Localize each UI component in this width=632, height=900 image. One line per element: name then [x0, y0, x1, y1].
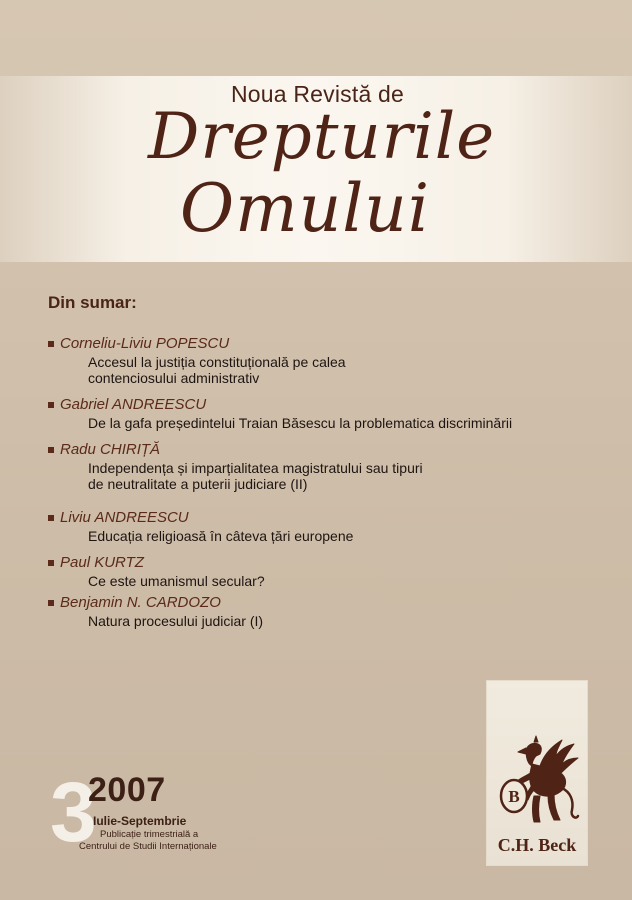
toc-entry — [48, 553, 588, 593]
toc-entry-title — [48, 613, 588, 629]
author-name: Paul KURTZ — [60, 554, 144, 571]
toc-entry — [48, 440, 588, 508]
toc-entry-title — [48, 460, 588, 492]
bullet-icon — [48, 402, 54, 408]
summary-heading: Din sumar: — [48, 293, 137, 312]
toc-entry-author — [48, 334, 588, 354]
title-line: de neutralitate a puterii judiciare (II) — [88, 476, 308, 492]
issue-year: 2007 — [88, 771, 166, 809]
toc-entry-author — [48, 593, 588, 613]
toc-entry-title — [48, 415, 588, 431]
toc-entry-title — [48, 528, 588, 544]
publication-line-2: Centrului de Studii Internaționale — [79, 841, 217, 852]
toc-entry — [48, 508, 588, 553]
journal-title-line-1: Drepturile — [148, 100, 496, 174]
griffin-icon — [496, 732, 580, 836]
toc-entry-author — [48, 395, 588, 415]
issue-period: Iulie-Septembrie — [93, 814, 187, 828]
title-line: De la gafa președintelui Traian Băsescu la problematica discriminării — [88, 415, 513, 431]
toc-entry — [48, 395, 588, 440]
toc-entry-title — [48, 573, 588, 589]
author-name: Radu CHIRIȚĂ — [60, 441, 161, 458]
title-line: Accesul la justiția constituțională pe calea — [88, 354, 346, 370]
toc-entry — [48, 334, 588, 395]
bullet-icon — [48, 600, 54, 606]
title-line: Independența și imparțialitatea magistratului sau tipuri — [88, 460, 423, 476]
toc-entry-author — [48, 508, 588, 528]
issue-number: 3 — [50, 765, 97, 859]
logo-letter: B — [508, 787, 520, 806]
bullet-icon — [48, 515, 54, 521]
title-line: contenciosului administrativ — [88, 370, 260, 386]
publication-line-1: Publicație trimestrială a — [100, 829, 199, 840]
title-line: Educația religioasă în câteva țări europene — [88, 528, 354, 544]
publisher-name: C.H. Beck — [497, 835, 577, 855]
bullet-icon — [48, 341, 54, 347]
title-line: Ce este umanismul secular? — [88, 573, 265, 589]
toc-entry — [48, 593, 588, 633]
journal-title-line-2: Omului — [180, 170, 430, 247]
author-name: Benjamin N. CARDOZO — [60, 594, 221, 611]
table-of-contents — [48, 334, 588, 633]
author-name: Liviu ANDREESCU — [60, 509, 189, 526]
toc-entry-author — [48, 553, 588, 573]
bullet-icon — [48, 560, 54, 566]
title-line: Natura procesului judiciar (I) — [88, 613, 264, 629]
bullet-icon — [48, 447, 54, 453]
journal-subtitle: Noua Revistă de — [231, 81, 405, 107]
author-name: Corneliu-Liviu POPESCU — [60, 335, 230, 352]
toc-entry-author — [48, 440, 588, 460]
author-name: Gabriel ANDREESCU — [60, 396, 207, 413]
toc-entry-title — [48, 354, 588, 386]
